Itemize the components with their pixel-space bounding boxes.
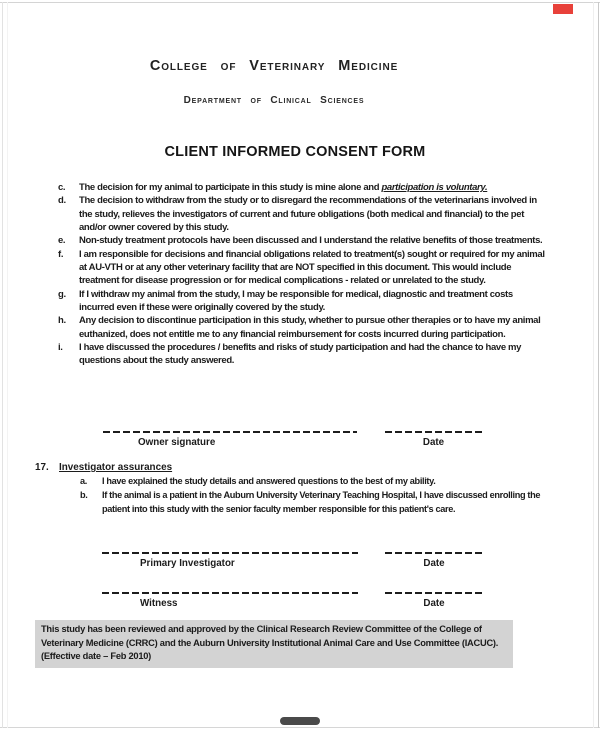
- item-letter: i.: [58, 342, 63, 354]
- primary-investigator-line: [102, 552, 358, 554]
- primary-investigator-label: Primary Investigator: [140, 558, 235, 569]
- assurance-item-a: [35, 475, 548, 488]
- department-name: Department of Clinical Sciences: [183, 95, 365, 106]
- owner-date-label: Date: [422, 437, 445, 448]
- item-letter: a.: [80, 476, 87, 486]
- item-letter: c.: [58, 182, 66, 193]
- item-text: Any decision to discontinue participation in this study, whether to pursue other therapies or to have my animal euthanized, does not entitle me to any financial reimbursement for costs incurred during participation.: [79, 315, 541, 340]
- section-number: 17.: [35, 462, 49, 473]
- item-letter: h.: [58, 315, 66, 327]
- approval-notice: This study has been reviewed and approved by the Clinical Research Review Committee of the College of Veterinary Medicine (CRRC) and the Auburn University Institutional Animal Care and Use Committee (IACUC). (Effective date – Feb 2010): [35, 620, 513, 668]
- witness-date-line: [385, 592, 483, 594]
- item-text: [79, 181, 548, 194]
- investigator-assurances-section: [35, 461, 548, 516]
- red-marker: [553, 4, 573, 14]
- consent-item-h: [40, 314, 548, 341]
- item-text: The decision to withdraw from the study or to disregard the recommendations of the veterinarians involved in the study, relieves the investigators of current and future obligations (both medical and financial) to the pet and/or owner covered by this study.: [79, 195, 537, 234]
- section-heading: Investigator assurances: [59, 462, 173, 473]
- witness-date-label: Date: [423, 598, 445, 609]
- item-text: If I withdraw my animal from the study, I may be responsible for medical, diagnostic and treatment costs incurred even if these were originally covered by the study.: [79, 288, 513, 314]
- primary-investigator-date-line: [385, 552, 483, 554]
- page-border-right-inner: [593, 2, 594, 728]
- owner-signature-label: Owner signature: [138, 437, 216, 448]
- witness-label: Witness: [140, 598, 178, 609]
- page-border-right: [598, 2, 599, 728]
- item-text-plain: The decision for my animal to participate in this study is mine alone and: [79, 182, 382, 193]
- page-border-left: [2, 2, 3, 728]
- item-text: I am responsible for decisions and financial obligations related to treatment(s) sought or required for my animal at AU-VTH or at any other veterinary facility that are NOT specified in this document. This would include treatment for disease progression or for medical complications - related or unrelated to the study.: [79, 248, 545, 287]
- item-text: I have explained the study details and answered questions to the best of my ability.: [102, 476, 436, 486]
- item-letter: g.: [58, 288, 66, 300]
- item-letter: e.: [58, 235, 66, 247]
- owner-signature-line: [103, 431, 357, 433]
- item-text: If the animal is a patient in the Auburn University Veterinary Teaching Hospital, I have discussed enrolling the patient into this study with the senior faculty member responsible for this patient's care.: [102, 490, 541, 514]
- item-text: I have discussed the procedures / benefits and risks of study participation and had the chance to have my questions about the study answered.: [79, 342, 522, 367]
- consent-item-g: [40, 288, 548, 315]
- assurance-item-b: [35, 489, 548, 516]
- page-border-left-inner: [7, 2, 8, 728]
- consent-item-c: [40, 181, 548, 194]
- item-letter: d.: [58, 195, 66, 207]
- consent-list: [40, 181, 548, 368]
- item-text-emphasis: participation is voluntary.: [381, 182, 488, 193]
- section-heading-row: [35, 461, 548, 474]
- page-border-top: [0, 2, 600, 3]
- bottom-handle: [280, 717, 320, 725]
- consent-item-e: [40, 234, 548, 247]
- consent-item-i: [40, 341, 548, 368]
- witness-line: [102, 592, 358, 594]
- consent-item-f: [40, 248, 548, 288]
- page-border-bottom: [0, 727, 600, 728]
- consent-item-d: [40, 194, 548, 234]
- college-name: College of Veterinary Medicine: [149, 58, 399, 74]
- primary-investigator-date-label: Date: [423, 558, 445, 569]
- item-letter: f.: [58, 248, 64, 260]
- item-text: Non-study treatment protocols have been discussed and I understand the relative benefits of those treatments.: [79, 235, 543, 247]
- owner-date-line: [385, 431, 482, 433]
- form-title: CLIENT INFORMED CONSENT FORM: [164, 144, 426, 160]
- item-letter: b.: [80, 490, 88, 501]
